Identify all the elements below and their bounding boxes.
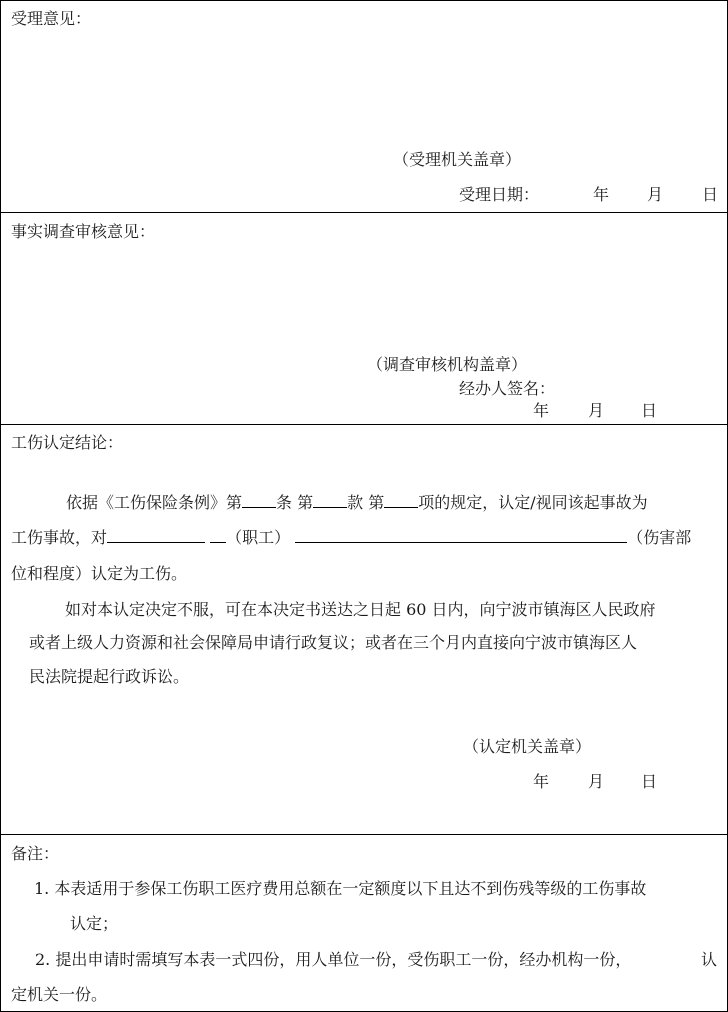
employee-name-blank-2: [210, 526, 226, 543]
acceptance-day-label: 日: [702, 185, 719, 204]
determination-text: 项的规定，认定/视同该起事故为: [418, 493, 648, 512]
injury-degree-blank: [467, 526, 627, 543]
remark-2-line-1-end: 认: [701, 950, 718, 969]
appeal-line-3: 民法院提起行政诉讼。: [29, 667, 190, 686]
accident-type-text: 工伤事故，对: [11, 528, 108, 547]
article-blank: [242, 491, 276, 508]
acceptance-month-label: 月: [647, 185, 664, 204]
investigation-seal-label: （调查审核机构盖章）: [367, 355, 528, 374]
injury-part-label: （伤害部: [627, 528, 692, 547]
determination-seal-label: （认定机关盖章）: [463, 737, 592, 756]
article-label: 条 第: [276, 493, 314, 512]
acceptance-date-label: 受理日期：: [459, 185, 540, 204]
appeal-line-2: 或者上级人力资源和社会保障局申请行政复议；或者在三个月内直接向宁波市镇海区人: [29, 633, 638, 652]
employee-label: （职工）: [226, 528, 291, 547]
clause-blank: [313, 491, 347, 508]
determination-conclusion-section: [0, 424, 728, 835]
item-blank: [384, 491, 418, 508]
determination-day-label: 日: [641, 772, 658, 791]
appeal-line-1: 如对本认定决定不服，可在本决定书送达之日起 60 日内，向宁波市镇海区人民政府: [65, 600, 656, 619]
determination-month-label: 月: [588, 772, 605, 791]
remark-2-line-1: 2. 提出申请时需填写本表一式四份，用人单位一份，受伤职工一份，经办机构一份，: [35, 950, 632, 969]
conclusion-line-2: [11, 520, 691, 556]
remark-1-line-2: 认定；: [70, 914, 119, 933]
acceptance-opinion-section: [0, 0, 728, 213]
conclusion-title: 工伤认定结论：: [11, 433, 124, 452]
clause-label: 款 第: [347, 493, 385, 512]
remarks-title: 备注：: [11, 844, 60, 863]
employee-name-blank: [107, 526, 205, 543]
remarks-section: [0, 834, 728, 1012]
acceptance-opinion-title: 受理意见：: [11, 9, 92, 28]
conclusion-line-1: [66, 485, 648, 521]
remark-1-line-1: 1. 本表适用于参保工伤职工医疗费用总额在一定额度以下且达不到伤残等级的工伤事故: [34, 879, 647, 898]
investigation-year-label: 年: [533, 401, 550, 420]
remark-2-line-2: 定机关一份。: [11, 985, 108, 1004]
signer-label: 经办人签名：: [459, 379, 556, 398]
determination-year-label: 年: [533, 772, 550, 791]
acceptance-seal-label: （受理机关盖章）: [393, 150, 522, 169]
conclusion-line-3: 位和程度）认定为工伤。: [11, 564, 188, 583]
investigation-opinion-title: 事实调查审核意见：: [11, 222, 156, 241]
investigation-month-label: 月: [588, 401, 605, 420]
investigation-opinion-section: [0, 212, 728, 425]
acceptance-year-label: 年: [593, 185, 610, 204]
investigation-day-label: 日: [641, 401, 658, 420]
regulation-reference: 依据《工伤保险条例》第: [66, 493, 243, 512]
injury-part-blank: [295, 526, 467, 543]
